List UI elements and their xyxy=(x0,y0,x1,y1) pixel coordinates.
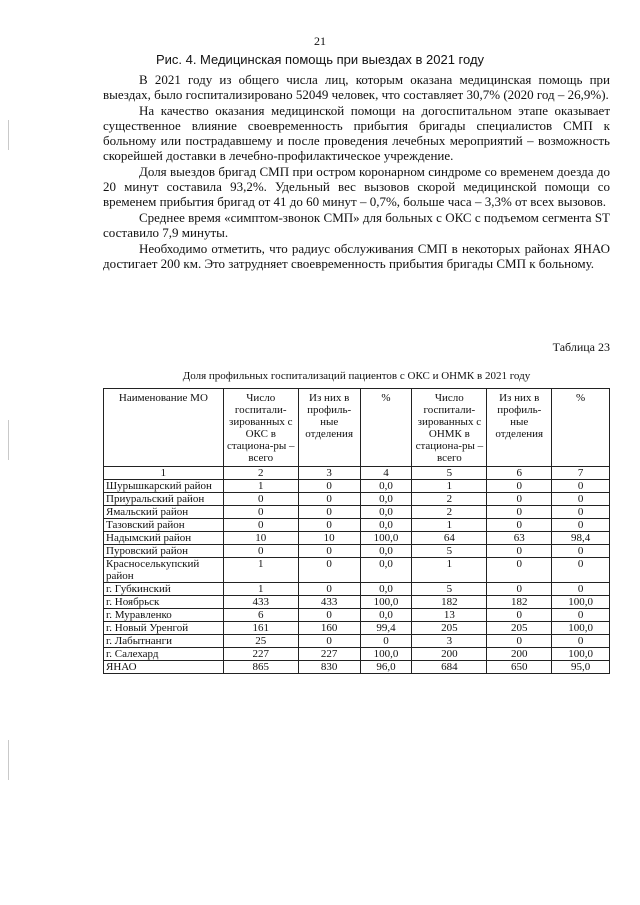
header-onmk-total: Число госпитали-зированных с ОНМК в стациона-ры – всего xyxy=(412,389,487,467)
cell-onmk-profile: 0 xyxy=(487,493,552,506)
cell-oks-total: 1 xyxy=(223,558,298,583)
header-oks-percent: % xyxy=(360,389,412,467)
cell-onmk-percent: 0 xyxy=(552,583,610,596)
cell-onmk-profile: 0 xyxy=(487,609,552,622)
cell-onmk-total: 5 xyxy=(412,545,487,558)
header-oks-total: Число госпитали-зированных с ОКС в стациона-ры – всего xyxy=(223,389,298,467)
column-index: 1 xyxy=(104,467,224,480)
cell-oks-total: 161 xyxy=(223,622,298,635)
cell-oks-profile: 0 xyxy=(298,519,360,532)
cell-oks-percent: 96,0 xyxy=(360,661,412,674)
cell-oks-percent: 100,0 xyxy=(360,648,412,661)
cell-oks-profile: 0 xyxy=(298,609,360,622)
cell-onmk-profile: 0 xyxy=(487,558,552,583)
cell-oks-profile: 227 xyxy=(298,648,360,661)
header-onmk-percent: % xyxy=(552,389,610,467)
cell-oks-percent: 0,0 xyxy=(360,519,412,532)
table-row xyxy=(104,622,610,635)
cell-oks-total: 0 xyxy=(223,493,298,506)
table-row xyxy=(104,558,610,583)
cell-onmk-percent: 98,4 xyxy=(552,532,610,545)
cell-onmk-profile: 0 xyxy=(487,519,552,532)
cell-oks-percent: 0,0 xyxy=(360,609,412,622)
table-title: Доля профильных госпитализаций пациентов с ОКС и ОНМК в 2021 году xyxy=(182,370,531,382)
column-index: 4 xyxy=(360,467,412,480)
cell-onmk-profile: 0 xyxy=(487,480,552,493)
cell-oks-total: 433 xyxy=(223,596,298,609)
cell-onmk-total: 2 xyxy=(412,506,487,519)
cell-oks-profile: 0 xyxy=(298,545,360,558)
cell-onmk-total: 64 xyxy=(412,532,487,545)
cell-oks-total: 1 xyxy=(223,480,298,493)
header-mo-name: Наименование МО xyxy=(104,389,224,467)
cell-oks-total: 6 xyxy=(223,609,298,622)
cell-mo-name: ЯНАО xyxy=(104,661,224,674)
cell-onmk-profile: 182 xyxy=(487,596,552,609)
cell-onmk-profile: 0 xyxy=(487,635,552,648)
cell-mo-name: г. Салехард xyxy=(104,648,224,661)
table-row xyxy=(104,506,610,519)
scan-edge-mark xyxy=(8,420,9,460)
table-row xyxy=(104,545,610,558)
table-label: Таблица 23 xyxy=(552,340,610,354)
cell-oks-percent: 100,0 xyxy=(360,596,412,609)
table-row xyxy=(104,493,610,506)
cell-oks-percent: 0,0 xyxy=(360,558,412,583)
column-index-row xyxy=(104,467,610,480)
cell-oks-total: 227 xyxy=(223,648,298,661)
cell-oks-total: 0 xyxy=(223,506,298,519)
cell-onmk-total: 2 xyxy=(412,493,487,506)
cell-mo-name: г. Новый Уренгой xyxy=(104,622,224,635)
header-oks-profile: Из них в профиль-ные отделения xyxy=(298,389,360,467)
cell-onmk-total: 1 xyxy=(412,558,487,583)
cell-onmk-total: 13 xyxy=(412,609,487,622)
cell-onmk-total: 1 xyxy=(412,480,487,493)
paragraph: На качество оказания медицинской помощи на догоспитальном этапе оказывает существенное влияние своевременность прибытия бригады специалистов СМП к больному или пострадавшему и после проведения лечебных мероприятий – возможность скорейшей доставки в лечебно-профилактическое учреждение. xyxy=(103,103,610,163)
hospitalization-table xyxy=(103,388,610,674)
cell-oks-total: 1 xyxy=(223,583,298,596)
cell-onmk-total: 5 xyxy=(412,583,487,596)
cell-onmk-profile: 63 xyxy=(487,532,552,545)
cell-onmk-percent: 0 xyxy=(552,480,610,493)
cell-mo-name: Приуральский район xyxy=(104,493,224,506)
table-row xyxy=(104,519,610,532)
cell-onmk-total: 182 xyxy=(412,596,487,609)
cell-oks-percent: 0,0 xyxy=(360,506,412,519)
cell-oks-percent: 0,0 xyxy=(360,493,412,506)
cell-oks-total: 0 xyxy=(223,519,298,532)
column-index: 6 xyxy=(487,467,552,480)
cell-onmk-percent: 0 xyxy=(552,506,610,519)
table-row xyxy=(104,480,610,493)
cell-mo-name: г. Губкинский xyxy=(104,583,224,596)
cell-onmk-total: 1 xyxy=(412,519,487,532)
cell-oks-percent: 99,4 xyxy=(360,622,412,635)
cell-onmk-total: 205 xyxy=(412,622,487,635)
cell-oks-profile: 0 xyxy=(298,558,360,583)
cell-oks-percent: 0,0 xyxy=(360,545,412,558)
cell-mo-name: Красноселькупский район xyxy=(104,558,224,583)
column-index: 2 xyxy=(223,467,298,480)
cell-onmk-profile: 200 xyxy=(487,648,552,661)
cell-onmk-profile: 0 xyxy=(487,506,552,519)
page-number: 21 xyxy=(314,34,326,48)
table-row xyxy=(104,532,610,545)
paragraph: Доля выездов бригад СМП при остром коронарном синдроме со временем доезда до 20 минут составила 93,2%. Удельный вес вызовов скорой медицинской помощи со временем прибытия бригад от 41 до 60 минут – 0,7%, больше часа – 3,3% от всех вызовов. xyxy=(103,164,610,209)
cell-oks-total: 10 xyxy=(223,532,298,545)
cell-oks-profile: 0 xyxy=(298,506,360,519)
cell-onmk-total: 3 xyxy=(412,635,487,648)
table-row xyxy=(104,661,610,674)
cell-onmk-total: 684 xyxy=(412,661,487,674)
cell-onmk-profile: 0 xyxy=(487,583,552,596)
scan-edge-mark xyxy=(8,120,9,150)
cell-onmk-percent: 100,0 xyxy=(552,622,610,635)
cell-onmk-percent: 100,0 xyxy=(552,648,610,661)
cell-mo-name: Шурышкарский район xyxy=(104,480,224,493)
cell-mo-name: г. Муравленко xyxy=(104,609,224,622)
table-row xyxy=(104,609,610,622)
cell-mo-name: Пуровский район xyxy=(104,545,224,558)
cell-onmk-percent: 100,0 xyxy=(552,596,610,609)
cell-onmk-percent: 0 xyxy=(552,545,610,558)
cell-oks-percent: 0,0 xyxy=(360,583,412,596)
cell-oks-total: 0 xyxy=(223,545,298,558)
table-header-row xyxy=(104,389,610,467)
figure-caption: Рис. 4. Медицинская помощь при выездах в 2021 году xyxy=(155,52,485,67)
header-onmk-profile: Из них в профиль-ные отделения xyxy=(487,389,552,467)
cell-mo-name: г. Лабытнанги xyxy=(104,635,224,648)
paragraph: В 2021 году из общего числа лиц, которым оказана медицинская помощь при выездах, было госпитализировано 52049 человек, что составляет 30,7% (2020 год – 26,9%). xyxy=(103,72,610,102)
cell-mo-name: Надымский район xyxy=(104,532,224,545)
table-row xyxy=(104,635,610,648)
paragraph: Необходимо отметить, что радиус обслуживания СМП в некоторых районах ЯНАО достигает 200 км. Это затрудняет своевременность прибытия бригады СМП к больному. xyxy=(103,241,610,271)
paragraph: Среднее время «симптом-звонок СМП» для больных с ОКС с подъемом сегмента ST составило 7,9 минуты. xyxy=(103,210,610,240)
cell-oks-profile: 0 xyxy=(298,583,360,596)
cell-onmk-total: 200 xyxy=(412,648,487,661)
column-index: 5 xyxy=(412,467,487,480)
cell-mo-name: г. Ноябрьск xyxy=(104,596,224,609)
cell-onmk-percent: 0 xyxy=(552,558,610,583)
cell-oks-profile: 10 xyxy=(298,532,360,545)
cell-oks-profile: 0 xyxy=(298,493,360,506)
cell-oks-percent: 0 xyxy=(360,635,412,648)
cell-oks-percent: 0,0 xyxy=(360,480,412,493)
table-row xyxy=(104,648,610,661)
scan-edge-mark xyxy=(8,740,9,780)
cell-onmk-percent: 0 xyxy=(552,635,610,648)
cell-oks-total: 25 xyxy=(223,635,298,648)
table-row xyxy=(104,583,610,596)
cell-oks-profile: 160 xyxy=(298,622,360,635)
column-index: 7 xyxy=(552,467,610,480)
cell-oks-total: 865 xyxy=(223,661,298,674)
cell-mo-name: Ямальский район xyxy=(104,506,224,519)
cell-oks-percent: 100,0 xyxy=(360,532,412,545)
cell-mo-name: Тазовский район xyxy=(104,519,224,532)
cell-onmk-percent: 95,0 xyxy=(552,661,610,674)
body-text xyxy=(103,72,610,272)
cell-onmk-profile: 205 xyxy=(487,622,552,635)
cell-onmk-profile: 0 xyxy=(487,545,552,558)
table-row xyxy=(104,596,610,609)
cell-onmk-profile: 650 xyxy=(487,661,552,674)
column-index: 3 xyxy=(298,467,360,480)
cell-onmk-percent: 0 xyxy=(552,493,610,506)
cell-oks-profile: 0 xyxy=(298,480,360,493)
cell-onmk-percent: 0 xyxy=(552,609,610,622)
cell-onmk-percent: 0 xyxy=(552,519,610,532)
cell-oks-profile: 0 xyxy=(298,635,360,648)
cell-oks-profile: 830 xyxy=(298,661,360,674)
cell-oks-profile: 433 xyxy=(298,596,360,609)
